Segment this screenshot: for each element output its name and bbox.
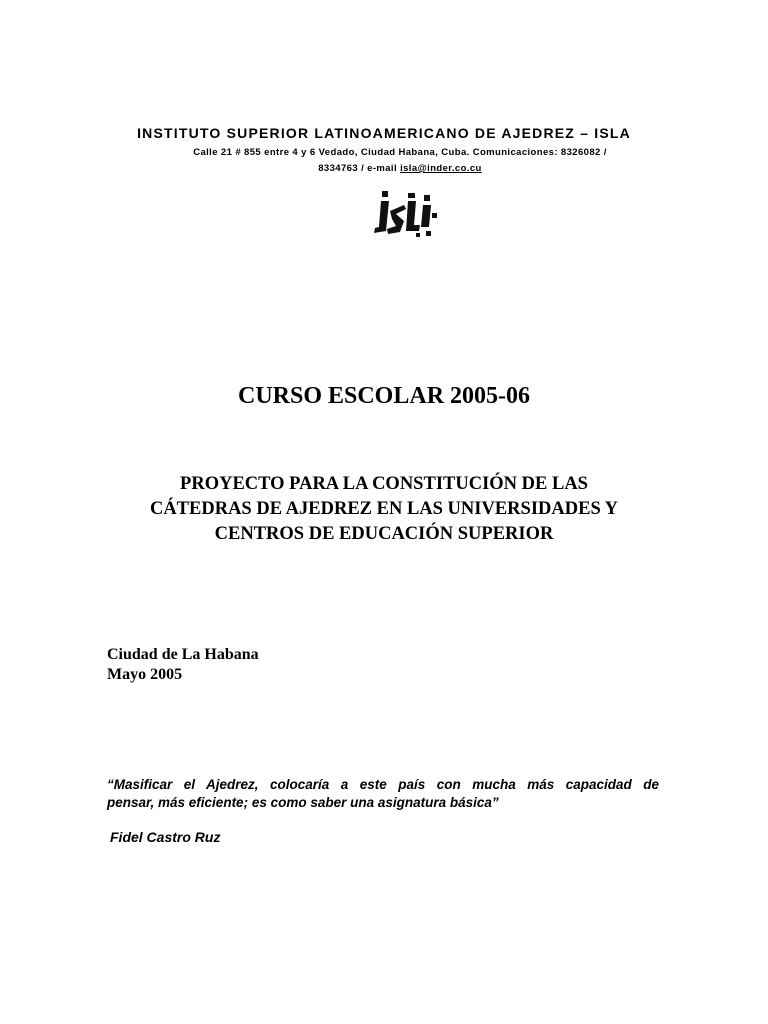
project-title-line-2: CÁTEDRAS DE AJEDREZ EN LAS UNIVERSIDADES Y bbox=[149, 499, 619, 519]
quote-block bbox=[107, 776, 659, 812]
email-link[interactable]: isla@inder.co.cu bbox=[400, 163, 482, 174]
address-phone-prefix: 8334763 / e-mail bbox=[318, 163, 398, 174]
course-title: CURSO ESCOLAR 2005-06 bbox=[237, 383, 531, 409]
document-date: Mayo 2005 bbox=[107, 666, 183, 683]
city-name: Ciudad de La Habana bbox=[107, 646, 259, 663]
project-title-line-3: CENTROS DE EDUCACIÓN SUPERIOR bbox=[214, 524, 554, 544]
address-line-1: Calle 21 # 855 entre 4 y 6 Vedado, Ciudad Habana, Cuba. Comunicaciones: 8326082 / bbox=[193, 147, 607, 158]
project-title bbox=[100, 472, 668, 547]
quote-author: Fidel Castro Ruz bbox=[110, 829, 221, 845]
project-title-line-1: PROYECTO PARA LA CONSTITUCIÓN DE LAS bbox=[180, 474, 588, 494]
isla-logo-icon bbox=[370, 187, 442, 239]
quote-line-2: pensar, más eficiente; es como saber una asignatura básica” bbox=[107, 795, 499, 810]
place-date bbox=[107, 645, 259, 685]
address-line-2 bbox=[150, 161, 650, 177]
quote-line-1: “Masificar el Ajedrez, colocaría a este país con mucha más capacidad de bbox=[107, 777, 659, 792]
institution-title: INSTITUTO SUPERIOR LATINOAMERICANO DE AJEDREZ – ISLA bbox=[137, 125, 631, 141]
institution-address bbox=[150, 145, 650, 177]
